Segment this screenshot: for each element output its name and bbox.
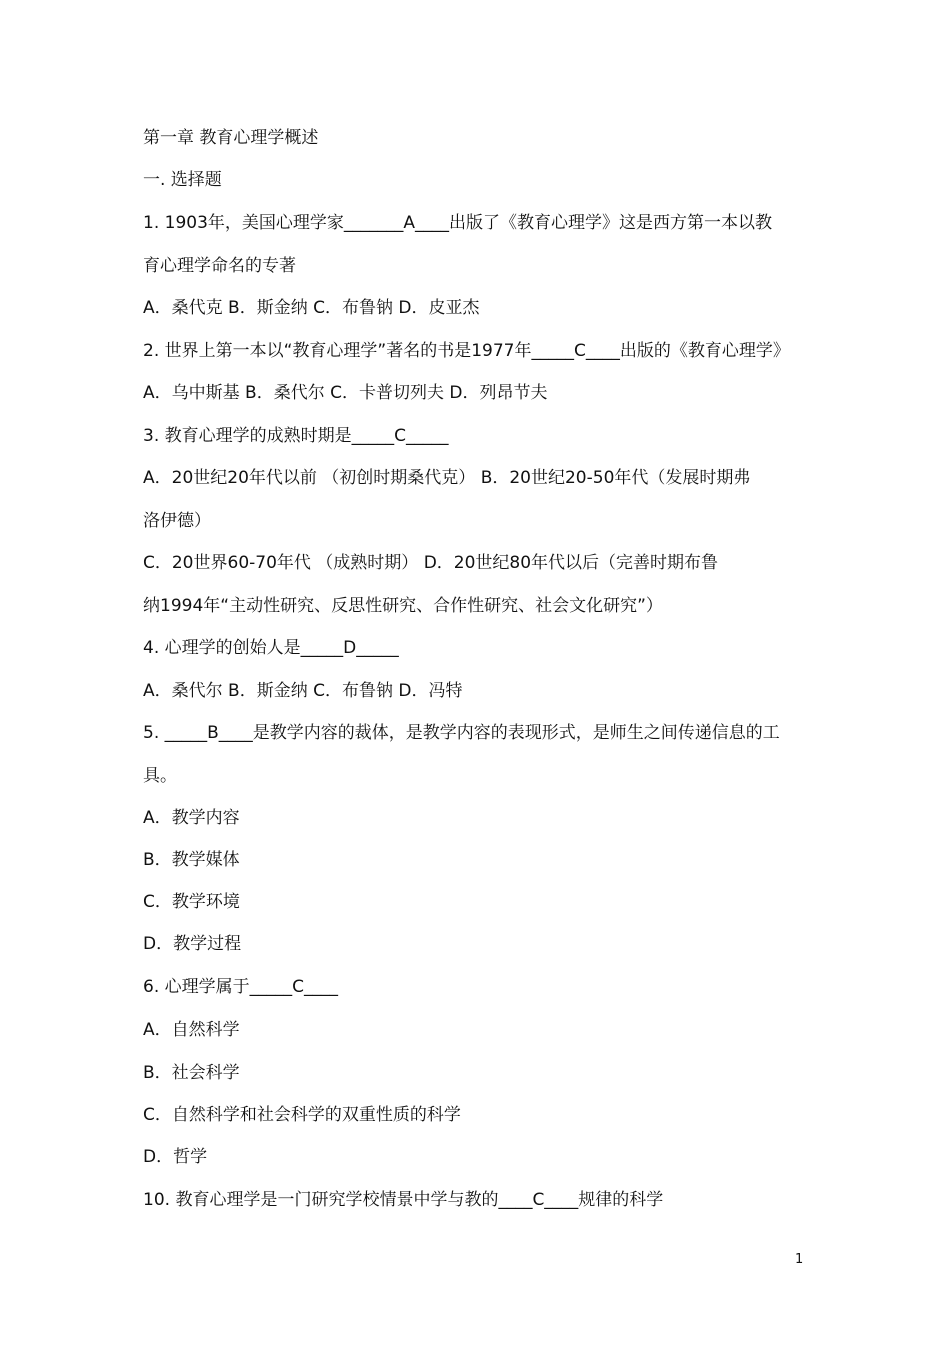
option-item: B．教学媒体 xyxy=(143,850,240,870)
option-item: A．自然科学 xyxy=(143,1020,240,1040)
question-line: 5. _____B____是教学内容的裁体，是教学内容的表现形式，是师生之间传递信息的工 xyxy=(143,723,780,743)
option-item: C．教学环境 xyxy=(143,892,240,912)
question-line: 具。 xyxy=(143,766,177,786)
options-line: 纳1994年“主动性研究、反思性研究、合作性研究、社会文化研究”） xyxy=(143,596,663,616)
section-title: 一. 选择题 xyxy=(143,170,222,190)
option-item: D．教学过程 xyxy=(143,934,242,954)
options-line: C．20世界60-70年代 （成熟时期） D．20世纪80年代以后（完善时期布鲁 xyxy=(143,553,719,573)
question-line: 1. 1903年，美国心理学家_______A____出版了《教育心理学》这是西方第一本以教 xyxy=(143,213,773,233)
options-line: A．桑代尔 B．斯金纳 C．布鲁钠 D．冯特 xyxy=(143,681,463,701)
page-number: 1 xyxy=(795,1252,804,1267)
question-line: 6. 心理学属于_____C____ xyxy=(143,977,338,997)
options-line: A．20世纪20年代以前 （初创时期桑代克） B．20世纪20-50年代（发展时期弗 xyxy=(143,468,751,488)
chapter-title: 第一章 教育心理学概述 xyxy=(143,128,319,148)
option-item: B．社会科学 xyxy=(143,1063,240,1083)
options-line: 洛伊德） xyxy=(143,511,211,531)
question-line: 育心理学命名的专著 xyxy=(143,256,296,276)
question-line: 2. 世界上第一本以“教育心理学”著名的书是1977年_____C____出版的《教育心理学》 xyxy=(143,341,790,361)
question-line: 4. 心理学的创始人是_____D_____ xyxy=(143,638,399,658)
options-line: A．乌中斯基 B．桑代尔 C．卡普切列夫 D．列昂节夫 xyxy=(143,383,548,403)
question-line: 10. 教育心理学是一门研究学校情景中学与教的____C____规律的科学 xyxy=(143,1190,664,1210)
option-item: A．教学内容 xyxy=(143,808,240,828)
option-item: D．哲学 xyxy=(143,1147,208,1167)
option-item: C．自然科学和社会科学的双重性质的科学 xyxy=(143,1105,461,1125)
question-line: 3. 教育心理学的成熟时期是_____C_____ xyxy=(143,426,449,446)
options-line: A．桑代克 B．斯金纳 C．布鲁钠 D．皮亚杰 xyxy=(143,298,480,318)
